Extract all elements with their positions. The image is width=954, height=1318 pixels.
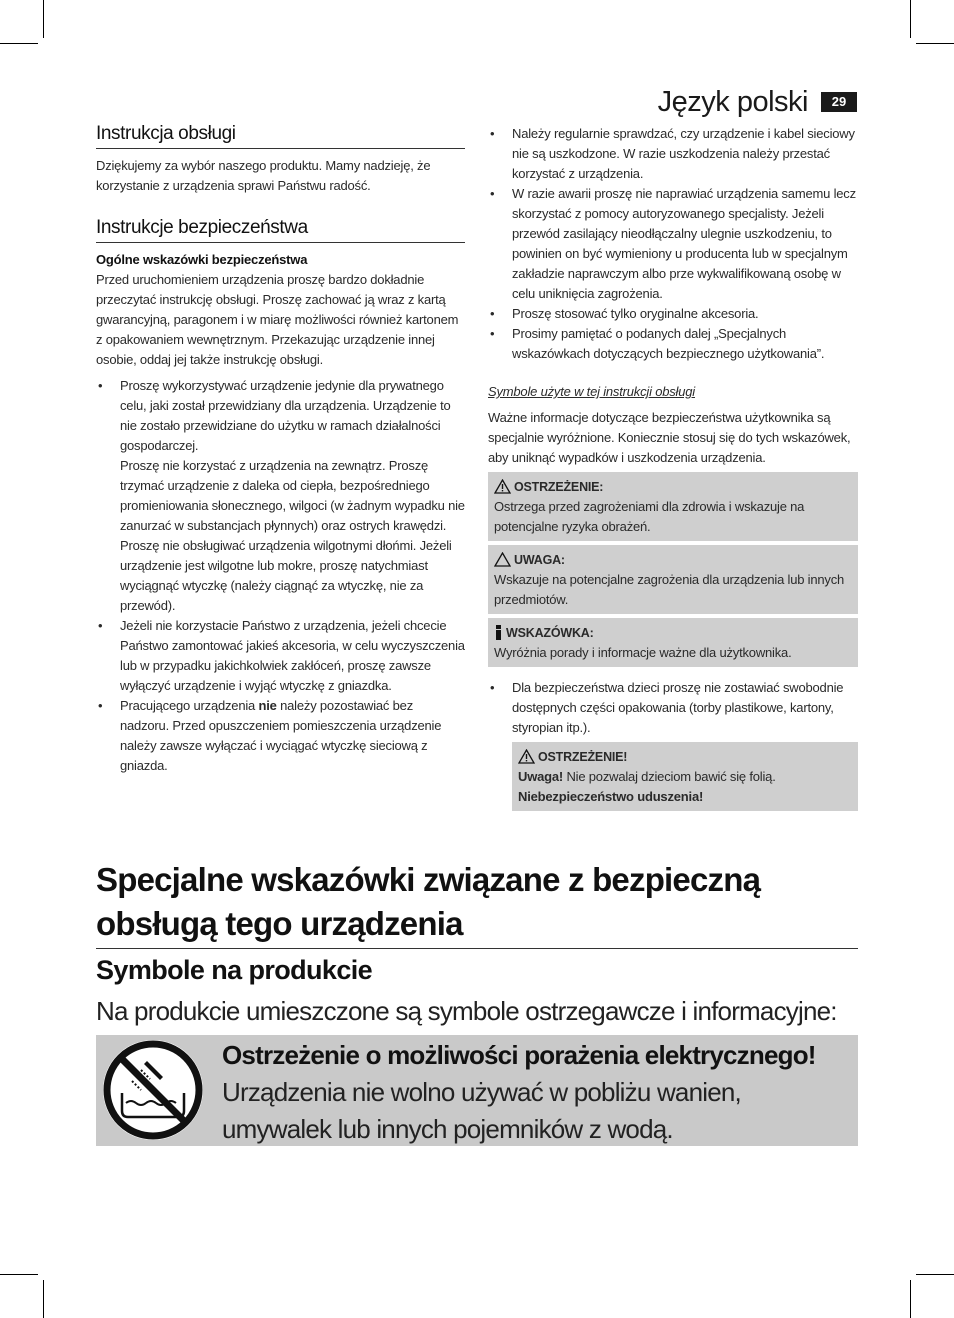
list-item: • Jeżeli nie korzystacie Państwo z urządzenia, jeżeli chcecie Państwo zamontować jakieś akcesoria, w celu wyczyszczenia lub w przypadku jakichkolwiek zakłóceń, proszę zawsze wyłączyć urządzenie i wyjąć wtyczkę z gniazdka. <box>96 616 465 696</box>
caution-label: UWAGA: <box>514 553 565 567</box>
heading-general-safety: Ogólne wskazówki bezpieczeństwa <box>96 252 308 267</box>
safety-list-continued <box>488 124 858 364</box>
note-box <box>488 618 858 667</box>
crop-mark <box>43 1280 44 1318</box>
child-warning-box <box>512 742 858 811</box>
warning-triangle-icon <box>494 479 511 494</box>
crop-mark <box>910 0 911 38</box>
list-item-text: Pracującego urządzenia <box>120 698 256 713</box>
warning-label: OSTRZEŻENIE: <box>514 480 604 494</box>
crop-mark <box>916 43 954 44</box>
page-number: 29 <box>821 92 857 112</box>
section-title: Język polski <box>657 86 808 118</box>
shock-warning-title: Ostrzeżenie o możliwości porażenia elektrycznego! <box>222 1040 816 1070</box>
left-column <box>96 124 465 776</box>
note-label: WSKAZÓWKA: <box>506 626 594 640</box>
crop-mark <box>0 43 38 44</box>
heading-safety: Instrukcje bezpieczeństwa <box>96 218 465 243</box>
list-item: • Proszę stosować tylko oryginalne akcesoria. <box>488 304 858 324</box>
warning-triangle-icon <box>518 749 535 764</box>
heading-instructions: Instrukcja obsługi <box>96 124 465 149</box>
caution-text: Wskazuje na potencjalne zagrożenia dla urządzenia lub innych przedmiotów. <box>494 572 845 607</box>
list-item-text: Proszę nie korzystać z urządzenia na zewnątrz. Proszę trzymać urządzenie z daleka od ciepła, bezpośredniego promieniowania słonecznego, wilgoci (w żadnym wypadku nie zanurzać w substancjach płynnych) oraz ostrych krawędzi. Proszę nie obsługiwać urządzenia wilgotnymi dłońmi. Jeżeli urządzenie jest wilgotne lub mokre, proszę natychmiast wyciągnąć wtyczkę (należy ciągnąć za wtyczkę, nie za przewód). <box>120 458 465 613</box>
shock-warning-text: Urządzenia nie wolno używać w pobliżu wanien, umywalek lub innych pojemników z wodą. <box>222 1077 741 1144</box>
list-item-text: Proszę wykorzystywać urządzenie jedynie dla prywatnego celu, jaki został przewidziany dla urządzenia. Urządzenie to nie zostało przewidziane do użytku w ramach działalności gospodarczej. <box>120 378 451 453</box>
symbols-intro: Ważne informacje dotyczące bezpieczeństwa użytkownika są specjalnie wyróżnione. Koniecznie stosuj się do tych wskazówek, aby uniknąć wypadków i uszkodzenia urządzenia. <box>488 410 851 465</box>
symbols-on-product-line: Na produkcie umieszczone są symbole ostrzegawcze i informacyjne: <box>96 996 837 1026</box>
crop-mark <box>910 1280 911 1318</box>
warning-text: Ostrzega przed zagrożeniami dla zdrowia i wskazuje na potencjalne ryzyka obrażeń. <box>494 499 805 534</box>
crop-mark <box>916 1274 954 1275</box>
caution-triangle-icon <box>494 552 511 567</box>
list-item: • Dla bezpieczeństwa dzieci proszę nie zostawiać swobodnie dostępnych części opakowania (torby plastikowe, kartony, styropian itp.). <box>488 678 858 738</box>
note-text: Wyróżnia porady i informacje ważne dla użytkownika. <box>494 645 792 660</box>
crop-mark <box>43 0 44 38</box>
emphasis-text: nie <box>258 698 277 713</box>
general-paragraph: Przed uruchomieniem urządzenia proszę bardzo dokładnie przeczytać instrukcję obsługi. Proszę zachować ją wraz z kartą gwarancyjną, paragonem i w miarę możliwości również kartonem z opakowaniem wewnętrznym. Przekazując urządzenie innej osobie, oddaj jej także instrukcję obsługi. <box>96 272 459 367</box>
child-warning-text: Nie pozwalaj dzieciom bawić się folią. <box>566 769 776 784</box>
shock-warning-text-block <box>222 1037 854 1148</box>
child-safety-list <box>488 678 858 738</box>
no-water-use-icon <box>100 1037 206 1143</box>
list-item: • Należy regularnie sprawdzać, czy urządzenie i kabel sieciowy nie są uszkodzone. W razie uszkodzenia należy przestać korzystać z urządzenia. <box>488 124 858 184</box>
list-item <box>96 696 465 776</box>
emphasis-text: Niebezpieczeństwo uduszenia! <box>518 789 704 804</box>
list-item: • Prosimy pamiętać o podanych dalej „Specjalnych wskazówkach dotyczących bezpiecznego użytkowania”. <box>488 324 858 364</box>
list-item: • W razie awarii proszę nie naprawiać urządzenia samemu lecz skorzystać z pomocy autoryzowanego specjalisty. Jeżeli przewód zasilający nieodłączalny ulegnie uszkodzeniu, to powinien on być wymieniony u producenta lub w specjalnym zakładzie naprawczym albo prze wykwalifikowaną osobę w celu uniknięcia zagrożenia. <box>488 184 858 304</box>
shock-warning-box <box>96 1035 858 1146</box>
symbols-heading: Symbole użyte w tej instrukcji obsługi <box>488 384 695 399</box>
thanks-paragraph: Dziękujemy za wybór naszego produktu. Mamy nadzieję, że korzystanie z urządzenia sprawi Państwu radość. <box>96 158 431 193</box>
info-icon <box>494 625 503 640</box>
child-warning-label: OSTRZEŻENIE! <box>538 750 628 764</box>
emphasis-text: Uwaga! <box>518 769 564 784</box>
special-section-title: Specjalne wskazówki związane z bezpieczną obsługą tego urządzenia <box>96 858 858 949</box>
list-item <box>96 376 465 616</box>
symbols-on-product-heading: Symbole na produkcie <box>96 955 373 985</box>
caution-box <box>488 545 858 614</box>
right-column <box>488 124 858 811</box>
list-item-text: należy pozostawiać bez nadzoru. Przed opuszczeniem pomieszczenia urządzenie należy zawsze wyłączać i wyciągać wtyczkę sieciową z gniazda. <box>120 698 442 773</box>
safety-list <box>96 376 465 776</box>
warning-box <box>488 472 858 541</box>
crop-mark <box>0 1274 38 1275</box>
